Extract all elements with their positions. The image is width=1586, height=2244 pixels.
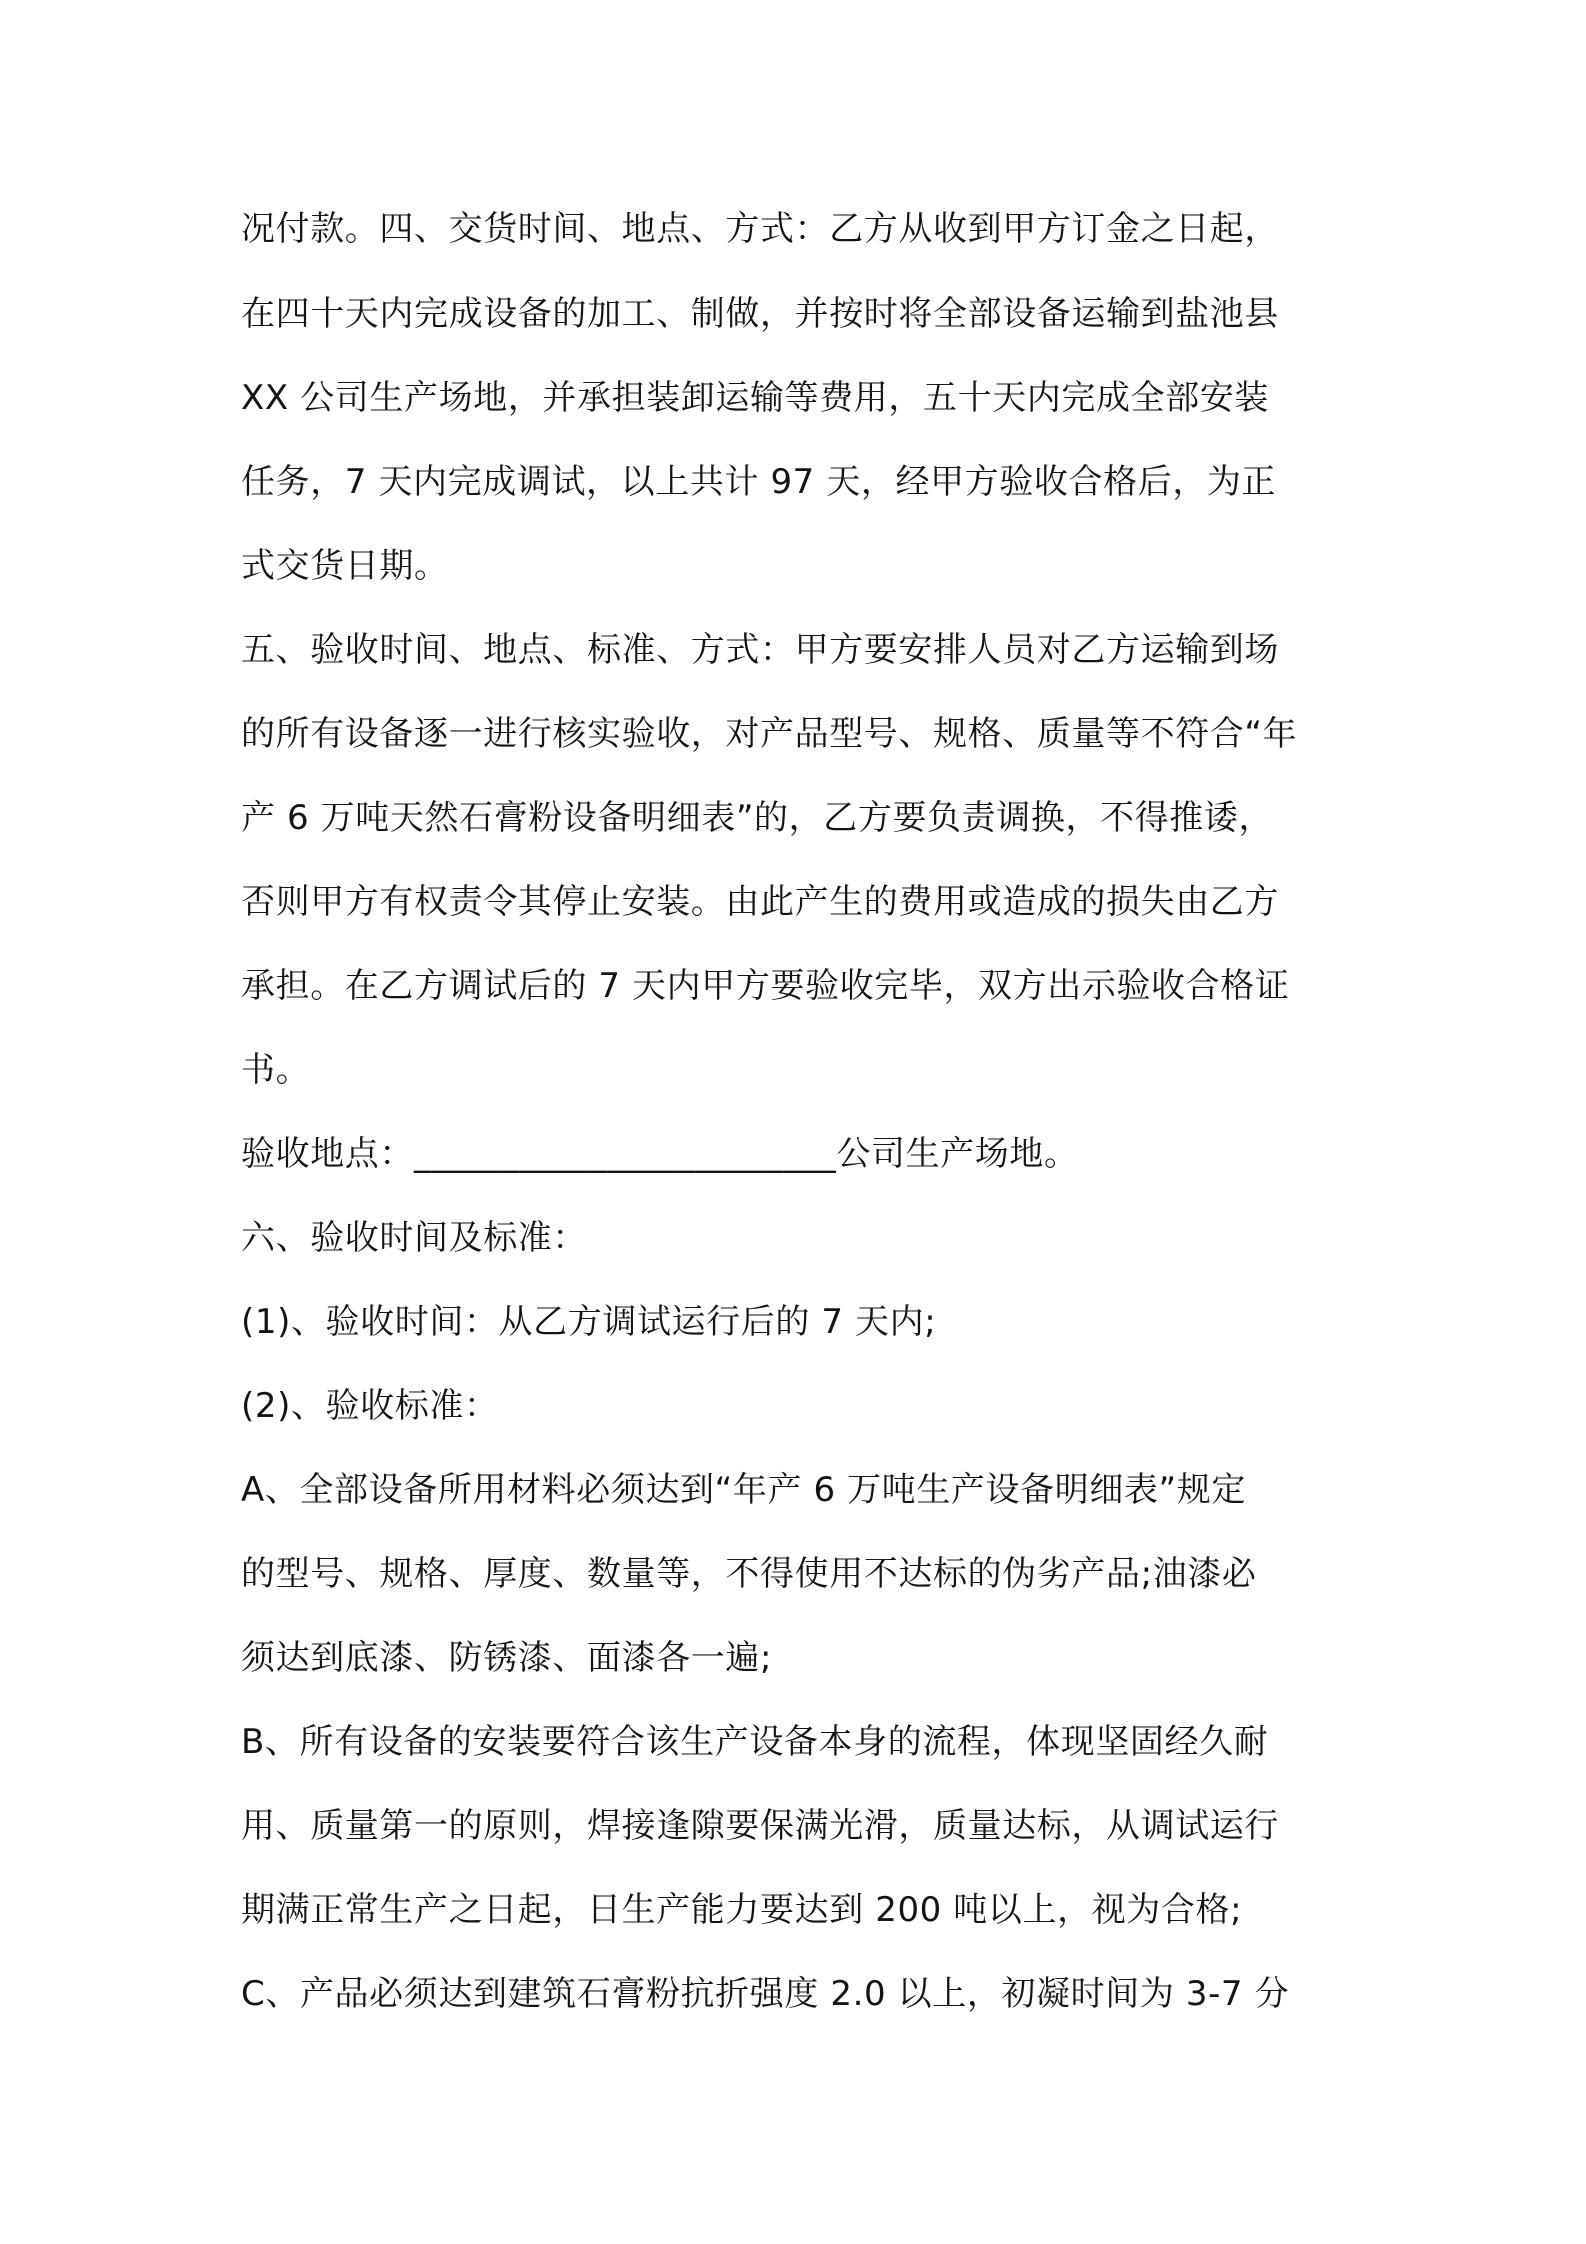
text-line: 的所有设备逐一进行核实验收，对产品型号、规格、质量等不符合“年 xyxy=(241,714,1298,754)
text-line: 承担。在乙方调试后的 7 天内甲方要验收完毕，双方出示验收合格证 xyxy=(241,966,1290,1006)
text-line: 须达到底漆、防锈漆、面漆各一遍; xyxy=(241,1638,773,1678)
text-line: A、全部设备所用材料必须达到“年产 6 万吨生产设备明细表”规定 xyxy=(241,1470,1246,1510)
text-line: 六、验收时间及标准： xyxy=(241,1218,587,1258)
text-line: B、所有设备的安装要符合该生产设备本身的流程，体现坚固经久耐 xyxy=(241,1722,1269,1762)
text-line: (1)、验收时间：从乙方调试运行后的 7 天内; xyxy=(241,1302,937,1342)
text-line: 产 6 万吨天然石膏粉设备明细表”的，乙方要负责调换，不得推诿， xyxy=(241,798,1274,838)
text-line: 五、验收时间、地点、标准、方式：甲方要安排人员对乙方运输到场 xyxy=(241,630,1279,670)
text-line: 用、质量第一的原则，焊接逢隙要保满光滑，质量达标，从调试运行 xyxy=(241,1806,1279,1846)
text-line: 况付款。四、交货时间、地点、方式：乙方从收到甲方订金之日起， xyxy=(241,209,1279,249)
text-line: 在四十天内完成设备的加工、制做，并按时将全部设备运输到盐池县 xyxy=(241,294,1279,334)
text-line: 的型号、规格、厚度、数量等，不得使用不达标的伪劣产品;油漆必 xyxy=(241,1554,1257,1594)
text-line: 验收地点：________________________公司生产场地。 xyxy=(241,1134,1079,1174)
text-line: 否则甲方有权责令其停止安装。由此产生的费用或造成的损失由乙方 xyxy=(241,882,1279,922)
text-line: C、产品必须达到建筑石膏粉抗折强度 2.0 以上，初凝时间为 3-7 分 xyxy=(241,1974,1290,2014)
text-line: 期满正常生产之日起，日生产能力要达到 200 吨以上，视为合格; xyxy=(241,1890,1243,1930)
text-line: 任务，7 天内完成调试，以上共计 97 天，经甲方验收合格后，为正 xyxy=(241,462,1277,502)
text-line: XX 公司生产场地，并承担装卸运输等费用，五十天内完成全部安装 xyxy=(241,378,1269,418)
text-line: (2)、验收标准： xyxy=(241,1386,499,1426)
text-line: 书。 xyxy=(241,1050,311,1090)
text-line: 式交货日期。 xyxy=(241,546,449,586)
